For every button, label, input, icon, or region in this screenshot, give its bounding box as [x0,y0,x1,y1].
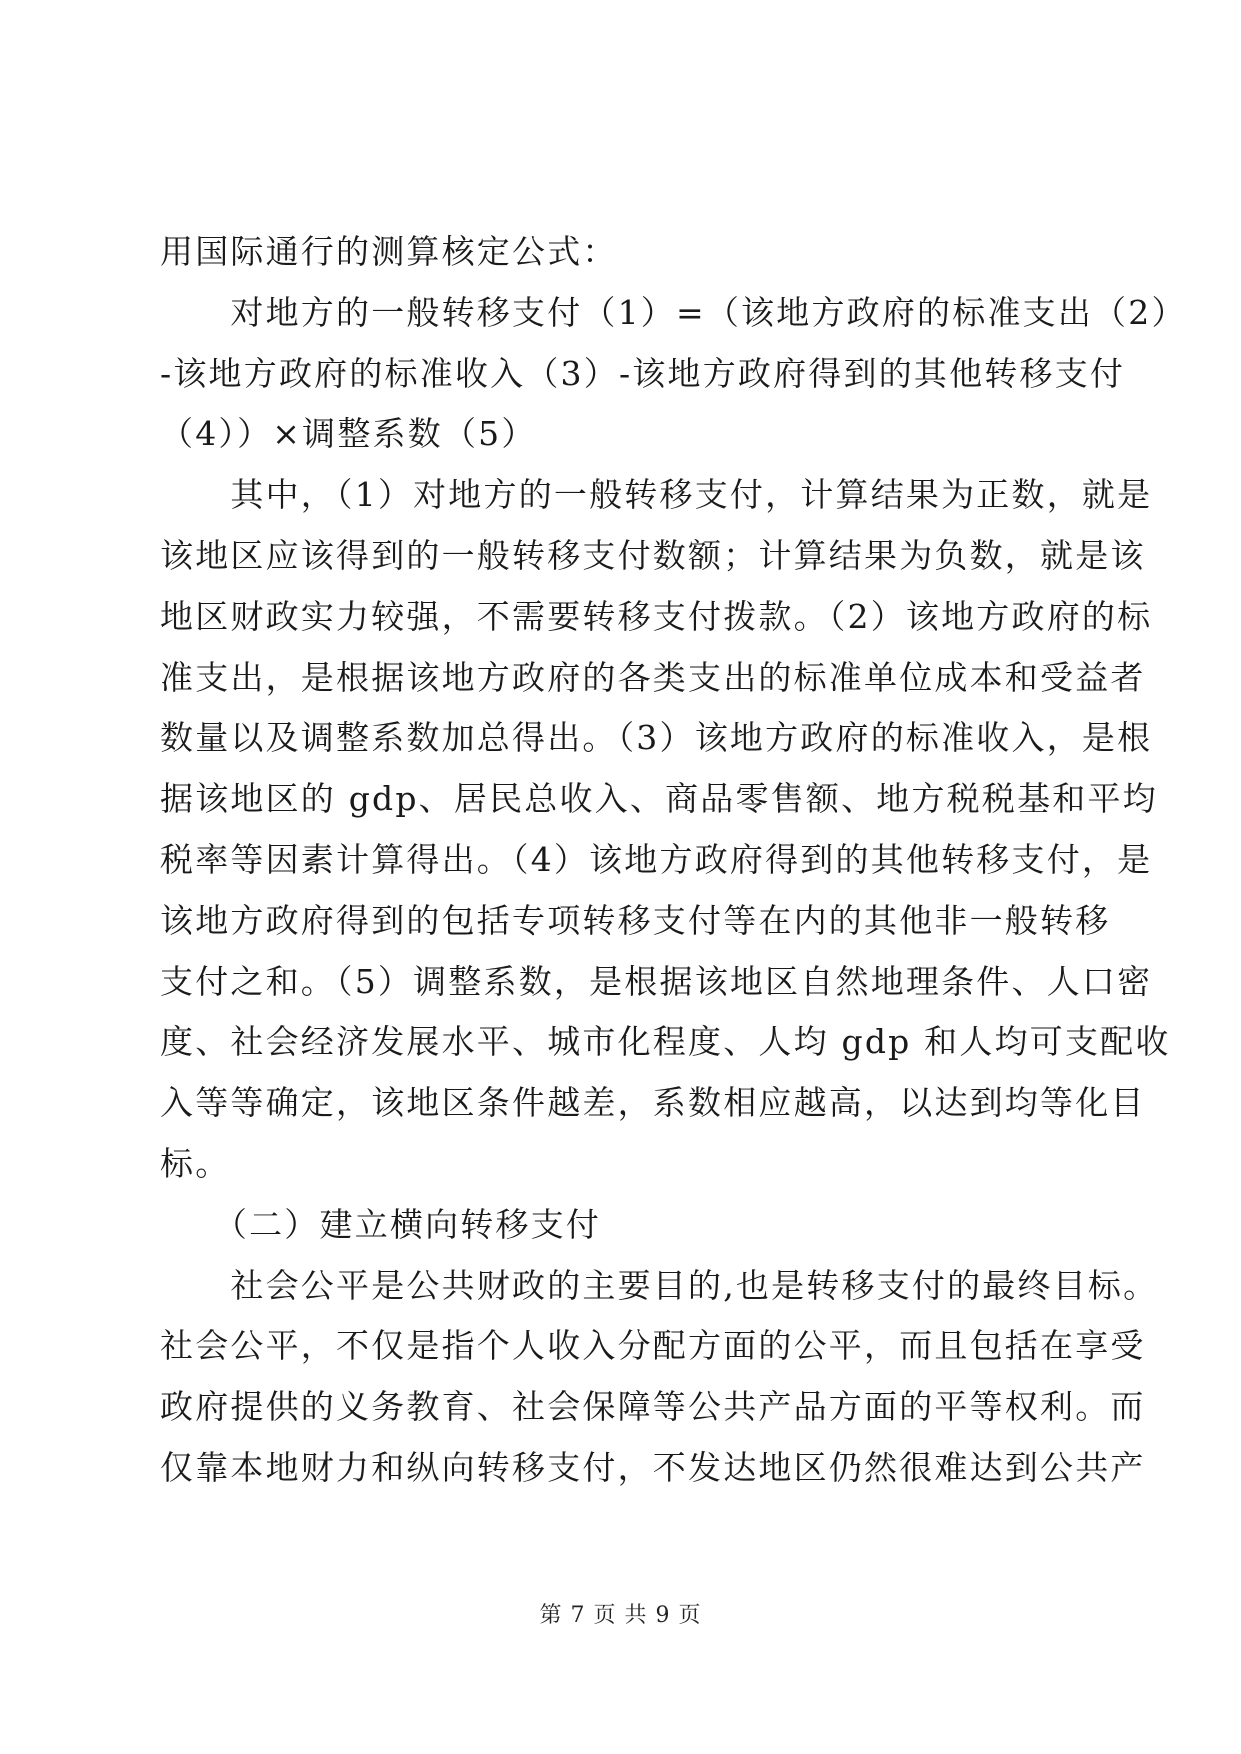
text-line: 政府提供的义务教育、社会保障等公共产品方面的平等权利。而 [160,1387,1146,1427]
document-body [160,222,1187,1499]
text-line: 该地方政府得到的包括专项转移支付等在内的其他非一般转移 [160,900,1111,940]
text-line: 地区财政实力较强，不需要转移支付拨款。（2）该地方政府的标 [160,596,1153,636]
text-line: 支付之和。（5）调整系数，是根据该地区自然地理条件、人口密 [160,961,1153,1001]
text-line: 度、社会经济发展水平、城市化程度、人均 gdp 和人均可支配收 [160,1022,1171,1062]
text-line: 入等等确定，该地区条件越差，系数相应越高，以达到均等化目 [160,1083,1146,1123]
text-line: 税率等因素计算得出。（4）该地方政府得到的其他转移支付，是 [160,839,1153,879]
text-line: （4））×调整系数（5） [160,414,537,454]
section-heading: （二）建立横向转移支付 [160,1204,602,1244]
text-line: -该地方政府的标准收入（3）-该地方政府得到的其他转移支付 [160,353,1126,393]
text-line: 社会公平是公共财政的主要目的,也是转移支付的最终目标。 [160,1265,1159,1305]
page-number-footer: 第 7 页 共 9 页 [539,1603,702,1628]
text-line: 社会公平，不仅是指个人收入分配方面的公平，而且包括在享受 [160,1326,1146,1366]
text-line: 据该地区的 gdp、居民总收入、商品零售额、地方税税基和平均 [160,779,1158,819]
text-line: 对地方的一般转移支付（1）=（该地方政府的标准支出（2） [160,292,1187,332]
text-line: 标。 [160,1143,231,1183]
text-line: 仅靠本地财力和纵向转移支付，不发达地区仍然很难达到公共产 [160,1447,1146,1487]
text-line: 该地区应该得到的一般转移支付数额；计算结果为负数，就是该 [160,535,1146,575]
text-line: 数量以及调整系数加总得出。（3）该地方政府的标准收入，是根 [160,718,1153,758]
text-line: 准支出，是根据该地方政府的各类支出的标准单位成本和受益者 [160,657,1146,697]
text-line: 其中，（1）对地方的一般转移支付，计算结果为正数，就是 [160,475,1153,515]
text-line: 用国际通行的测算核定公式： [160,232,618,271]
